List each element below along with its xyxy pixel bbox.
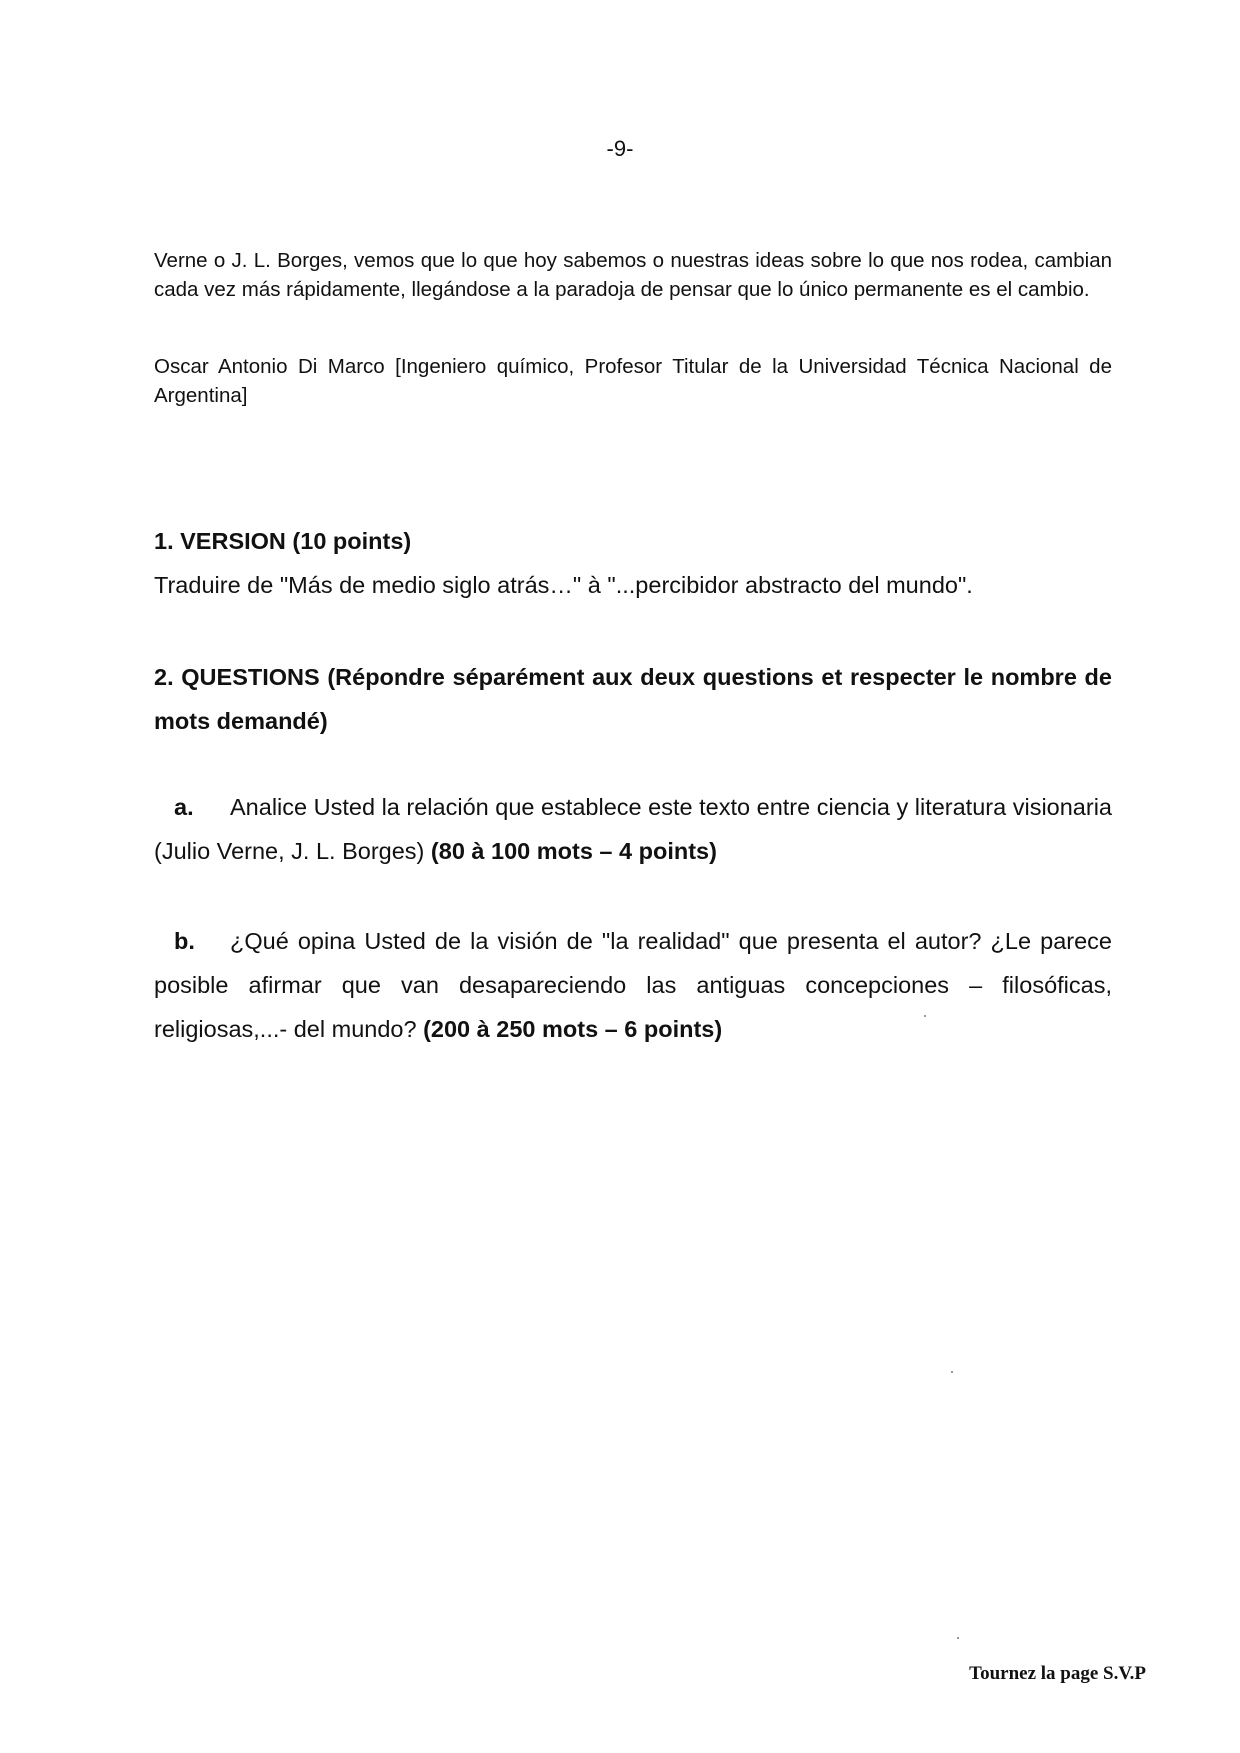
page-number: -9- [606, 136, 634, 161]
question-text: Analice Usted la relación que establece este texto entre ciencia y literatura visionaria (Julio Verne, J. L. Borges) [154, 794, 1112, 864]
version-instruction: Traduire de "Más de medio siglo atrás…" à "...percibidor abstracto del mundo". [154, 572, 973, 598]
question-text: ¿Qué opina Usted de la visión de "la realidad" que presenta el autor? ¿Le parece posible afirmar que van desapareciendo las antiguas concepciones – filosóficas, religiosas,...- del mundo? [154, 928, 1112, 1042]
question-a [154, 785, 1112, 873]
scan-speck [957, 1637, 959, 1639]
questions-heading: 2. QUESTIONS (Répondre séparément aux deux questions et respecter le nombre de mots demandé) [154, 664, 1112, 734]
passage-attribution: Oscar Antonio Di Marco [Ingeniero químico, Profesor Titular de la Universidad Técnica Nacional de Argentina] [154, 355, 1112, 407]
question-letter: b. [174, 928, 195, 954]
passage-continuation: Verne o J. L. Borges, vemos que lo que hoy sabemos o nuestras ideas sobre lo que nos rodea, cambian cada vez más rápidamente, llegándose a la paradoja de pensar que lo único permanente es el cambio. [154, 249, 1112, 301]
turn-page-note: Tournez la page S.V.P [969, 1663, 1146, 1684]
scan-speck [924, 1015, 926, 1017]
question-points: (80 à 100 mots – 4 points) [430, 838, 717, 864]
version-heading: 1. VERSION (10 points) [154, 528, 412, 554]
scan-speck [951, 1371, 953, 1373]
question-letter: a. [174, 794, 194, 820]
question-points: (200 à 250 mots – 6 points) [423, 1016, 723, 1042]
question-b [154, 919, 1112, 1051]
